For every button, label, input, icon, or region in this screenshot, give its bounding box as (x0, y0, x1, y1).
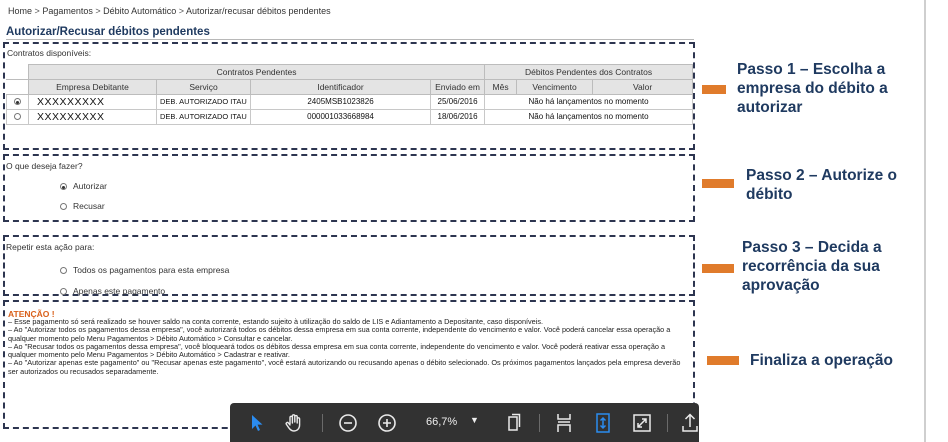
radio-recusar[interactable] (60, 203, 67, 210)
step3-text: Passo 3 – Decida a recorrência da sua aprovação (742, 239, 882, 294)
breadcrumb-separator: > (178, 6, 184, 16)
option-recusar-label: Recusar (73, 201, 105, 211)
atencao-line: – Ao "Autorizar apenas este pagamento" ou "Recusar apenas este pagamento", você estará autorizando ou recusando apenas o débito selecionado. Os próximos pagamentos lançados pela empresa deverão ser autorizados ou recusados separadamente. (8, 358, 681, 376)
pdf-toolbar (230, 403, 699, 442)
pane-border (924, 0, 926, 442)
step4-marker (707, 356, 739, 365)
option-todos-pagamentos[interactable] (60, 265, 229, 275)
breadcrumb-separator: > (34, 6, 40, 16)
page-title: Autorizar/Recusar débitos pendentes (6, 26, 210, 38)
repetir-question: Repetir esta ação para: (6, 242, 95, 252)
group-header-debitos: Débitos Pendentes dos Contratos (485, 65, 693, 80)
fullscreen-icon[interactable] (631, 413, 653, 433)
toolbar-separator (539, 414, 540, 432)
radio-apenas-este[interactable] (60, 288, 67, 295)
hand-tool-icon[interactable] (282, 413, 306, 433)
identificador-cell: 000001033668984 (251, 110, 431, 125)
breadcrumb-item-pagamentos[interactable]: Pagamentos (42, 6, 93, 16)
identificador-cell: 2405MSB1023826 (251, 95, 431, 110)
radio-todos-pagamentos[interactable] (60, 267, 67, 274)
table-corner (7, 80, 29, 95)
title-divider (6, 39, 694, 40)
option-apenas-este[interactable] (60, 286, 165, 296)
table-row[interactable] (7, 110, 693, 125)
option-recusar[interactable] (60, 201, 105, 211)
col-vencimento: Vencimento (517, 80, 593, 95)
zoom-level[interactable]: 66,7% (426, 416, 458, 428)
upload-icon[interactable] (679, 413, 701, 433)
table-corner (7, 65, 29, 80)
step4-text: Finaliza a operação (750, 352, 893, 369)
contract-radio[interactable] (14, 113, 21, 120)
option-autorizar[interactable] (60, 181, 107, 191)
atencao-title: ATENÇÃO ! (8, 309, 55, 319)
option-apenas-label: Apenas este pagamento (73, 286, 166, 296)
select-cursor-icon[interactable] (246, 413, 268, 433)
contracts-table (6, 64, 693, 125)
table-row[interactable] (7, 95, 693, 110)
atencao-line: – Ao "Recusar todos os pagamentos dessa empresa", você bloqueará todos os débitos dessa empresa em sua conta corrente, independente do vencimento e valor. Você poderá reativar essa operação a qualquer momento pelo Menu Pagamentos > Débito Automático > Cadastrar e reativar. (8, 341, 666, 360)
breadcrumb-item-home[interactable]: Home (8, 6, 33, 16)
col-enviado: Enviado em (431, 80, 485, 95)
radio-autorizar[interactable] (60, 183, 67, 190)
atencao-text (8, 318, 688, 376)
col-valor: Valor (593, 80, 693, 95)
breadcrumb-item-current: Autorizar/recusar débitos pendentes (186, 6, 331, 16)
debitos-cell: Não há lançamentos no momento (485, 95, 693, 110)
fit-page-icon[interactable] (553, 413, 575, 433)
enviado-cell: 18/06/2016 (431, 110, 485, 125)
contract-radio-selected[interactable] (14, 98, 21, 105)
option-todos-label: Todos os pagamentos para esta empresa (73, 265, 230, 275)
step3-marker (702, 264, 734, 273)
breadcrumb (8, 6, 331, 16)
atencao-line: – Ao "Autorizar todos os pagamentos dessa empresa", você autorizará todos os débitos dessa empresa em sua conta corrente, independente do vencimento e valor. Você poderá cancelar essa operação a qualquer momento pelo Menu Pagamentos > Débito Automático > Consultar e cancelar. (8, 325, 671, 343)
acao-question: O que deseja fazer? (6, 161, 83, 171)
step2-text: Passo 2 – Autorize o débito (746, 167, 898, 203)
group-header-contratos: Contratos Pendentes (29, 65, 485, 80)
contratos-label: Contratos disponíveis: (7, 48, 92, 58)
breadcrumb-separator: > (95, 6, 101, 16)
option-autorizar-label: Autorizar (73, 181, 108, 191)
step1-marker (702, 85, 726, 94)
atencao-line: – Esse pagamento só será realizado se houver saldo na conta corrente, estando sujeito à utilização do saldo de LIS e Adiantamento a Depositante, caso disponíveis. (8, 317, 544, 326)
servico-cell: DEB. AUTORIZADO ITAU (157, 95, 251, 110)
zoom-in-icon[interactable] (376, 413, 398, 433)
row-radio-cell[interactable] (7, 110, 29, 125)
col-empresa: Empresa Debitante (29, 80, 157, 95)
breadcrumb-item-debito-automatico[interactable]: Débito Automático (103, 6, 177, 16)
empresa-cell: XXXXXXXXX (29, 95, 157, 110)
enviado-cell: 25/06/2016 (431, 95, 485, 110)
empresa-cell: XXXXXXXXX (29, 110, 157, 125)
copy-page-icon[interactable] (502, 413, 524, 433)
col-identificador: Identificador (251, 80, 431, 95)
zoom-dropdown-icon[interactable]: ▼ (470, 415, 479, 425)
row-radio-cell[interactable] (7, 95, 29, 110)
col-servico: Serviço (157, 80, 251, 95)
zoom-out-icon[interactable] (337, 413, 359, 433)
scroll-mode-icon[interactable] (592, 413, 614, 433)
toolbar-separator (667, 414, 668, 432)
servico-cell: DEB. AUTORIZADO ITAU (157, 110, 251, 125)
debitos-cell: Não há lançamentos no momento (485, 110, 693, 125)
col-mes: Mês (485, 80, 517, 95)
step2-marker (702, 179, 734, 188)
toolbar-separator (322, 414, 323, 432)
step1-text: Passo 1 – Escolha a empresa do débito a autorizar (737, 61, 888, 116)
